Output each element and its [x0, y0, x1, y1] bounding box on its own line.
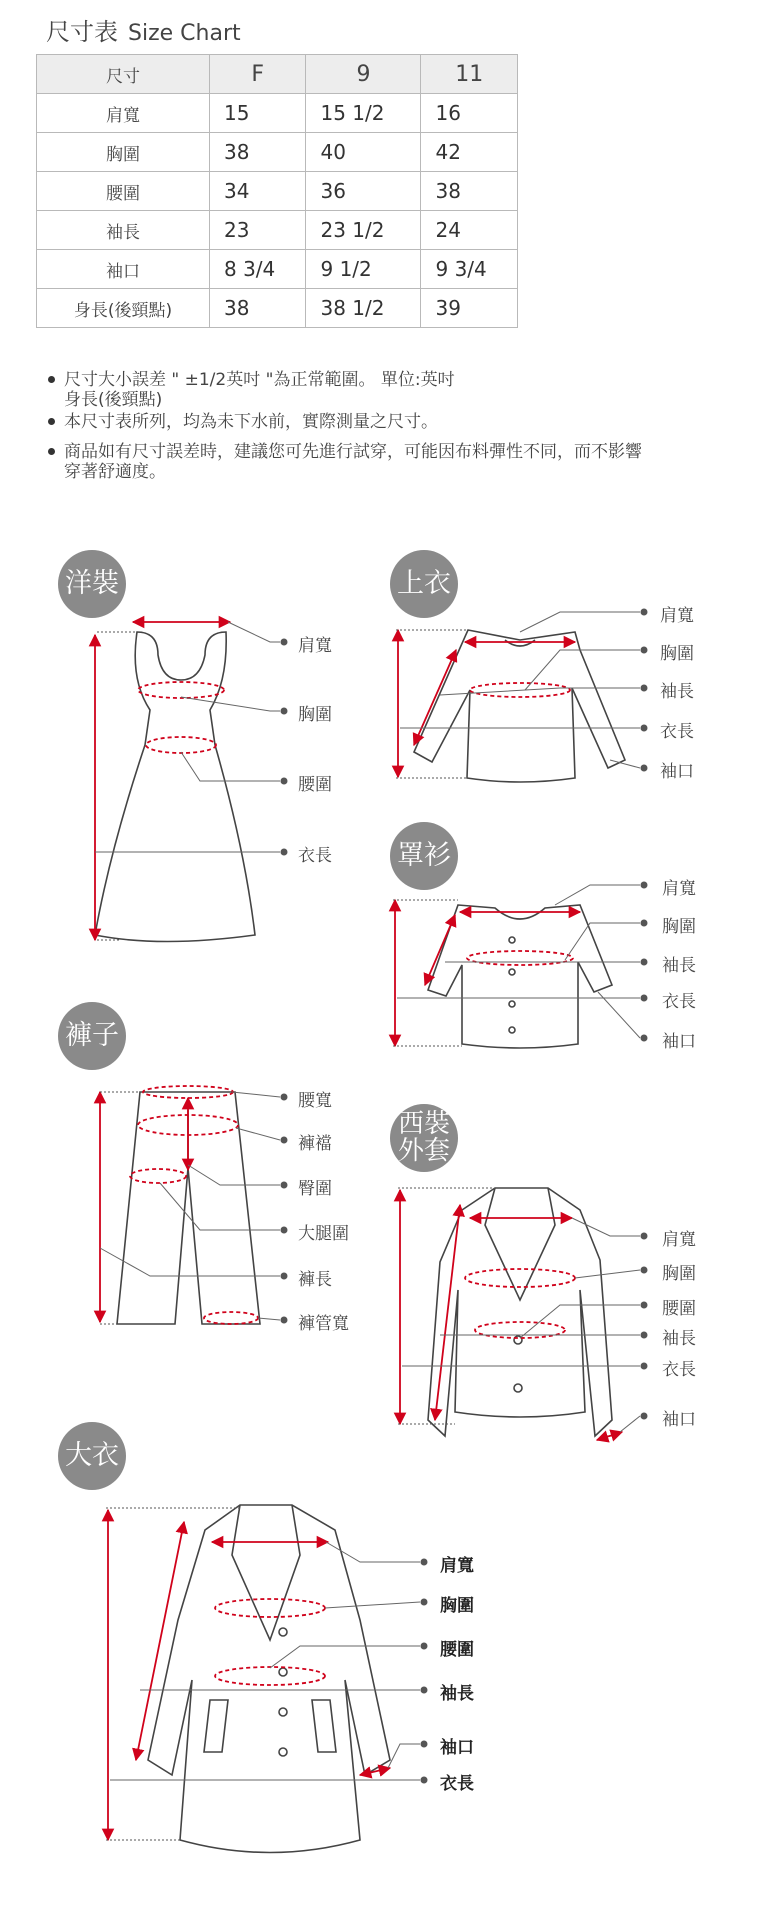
- row-label: 胸圍: [37, 133, 210, 172]
- cell: 23 1/2: [306, 211, 421, 250]
- cell: 34: [210, 172, 306, 211]
- blouse-label: 袖長: [662, 956, 696, 976]
- blouse-label: 胸圍: [662, 917, 696, 937]
- blouse-label: 肩寬: [662, 879, 696, 899]
- pants-label: 大腿圍: [298, 1224, 349, 1244]
- top-outline: [414, 630, 625, 782]
- pants-label: 臀圍: [298, 1179, 332, 1199]
- cell: 39: [421, 289, 518, 328]
- header-f: F: [210, 55, 306, 94]
- row-label: 身長(後頸點): [37, 289, 210, 328]
- cell: 38: [421, 172, 518, 211]
- pants-label: 褲管寬: [298, 1314, 349, 1334]
- dress-label: 腰圍: [298, 775, 332, 795]
- dress-label: 衣長: [298, 846, 332, 866]
- blazer-label: 袖長: [662, 1329, 696, 1349]
- cell: 42: [421, 133, 518, 172]
- note-text: 身長(後頸點): [64, 390, 163, 410]
- blazer-label: 肩寬: [662, 1230, 696, 1250]
- note-text: 商品如有尺寸誤差時，建議您可先進行試穿，可能因布料彈性不同，而不影響: [64, 442, 642, 462]
- badge-pants: 褲子: [58, 1002, 126, 1070]
- coat-label: 袖口: [440, 1738, 474, 1758]
- cell: 15: [210, 94, 306, 133]
- cell: 16: [421, 94, 518, 133]
- cell: 36: [306, 172, 421, 211]
- header-11: 11: [421, 55, 518, 94]
- badge-blazer-line1: 西裝: [397, 1109, 450, 1139]
- note-text: 穿著舒適度。: [64, 462, 166, 482]
- title-en: Size Chart: [128, 21, 241, 46]
- blouse-outline: [428, 905, 612, 1048]
- dress-outline: [95, 632, 255, 942]
- badge-dress: 洋裝: [58, 550, 126, 618]
- header-9: 9: [306, 55, 421, 94]
- note-text: 尺寸大小誤差 " ±1/2英吋 "為正常範圍。 單位:英吋: [64, 370, 455, 390]
- pants-label: 褲襠: [298, 1134, 332, 1154]
- cell: 24: [421, 211, 518, 250]
- blazer-label: 胸圍: [662, 1264, 696, 1284]
- header-size: 尺寸: [37, 55, 210, 94]
- cell: 23: [210, 211, 306, 250]
- top-label: 肩寬: [660, 606, 694, 626]
- top-label: 衣長: [660, 722, 694, 742]
- badge-blazer-line2: 外套: [397, 1136, 450, 1166]
- cell: 9 1/2: [306, 250, 421, 289]
- coat-outline: [148, 1505, 390, 1853]
- coat-label: 衣長: [440, 1774, 474, 1794]
- badge-blazer: [390, 1104, 458, 1172]
- dress-label: 胸圍: [298, 705, 332, 725]
- badge-blouse: 罩衫: [390, 822, 458, 890]
- blazer-label: 袖口: [662, 1410, 696, 1430]
- blazer-outline: [428, 1188, 612, 1436]
- note-text: 本尺寸表所列，均為未下水前，實際測量之尺寸。: [64, 412, 438, 432]
- row-label: 袖口: [37, 250, 210, 289]
- row-label: 肩寬: [37, 94, 210, 133]
- coat-label: 袖長: [440, 1684, 474, 1704]
- cell: 9 3/4: [421, 250, 518, 289]
- top-label: 袖長: [660, 682, 694, 702]
- cell: 15 1/2: [306, 94, 421, 133]
- cell: 8 3/4: [210, 250, 306, 289]
- top-label: 胸圍: [660, 644, 694, 664]
- blazer-label: 衣長: [662, 1360, 696, 1380]
- cell: 38: [210, 289, 306, 328]
- blazer-label: 腰圍: [662, 1299, 696, 1319]
- cell: 38 1/2: [306, 289, 421, 328]
- blouse-label: 袖口: [662, 1032, 696, 1052]
- coat-label: 肩寬: [440, 1556, 474, 1576]
- pants-label: 褲長: [298, 1270, 332, 1290]
- cell: 38: [210, 133, 306, 172]
- dress-label: 肩寬: [298, 636, 332, 656]
- row-label: 袖長: [37, 211, 210, 250]
- top-label: 袖口: [660, 762, 694, 782]
- blouse-label: 衣長: [662, 992, 696, 1012]
- pants-label: 腰寬: [298, 1091, 332, 1111]
- coat-label: 腰圍: [440, 1640, 474, 1660]
- cell: 40: [306, 133, 421, 172]
- row-label: 腰圍: [37, 172, 210, 211]
- title-cn: 尺寸表: [46, 18, 118, 46]
- badge-top: 上衣: [390, 550, 458, 618]
- badge-coat: 大衣: [58, 1422, 126, 1490]
- coat-label: 胸圍: [440, 1596, 474, 1616]
